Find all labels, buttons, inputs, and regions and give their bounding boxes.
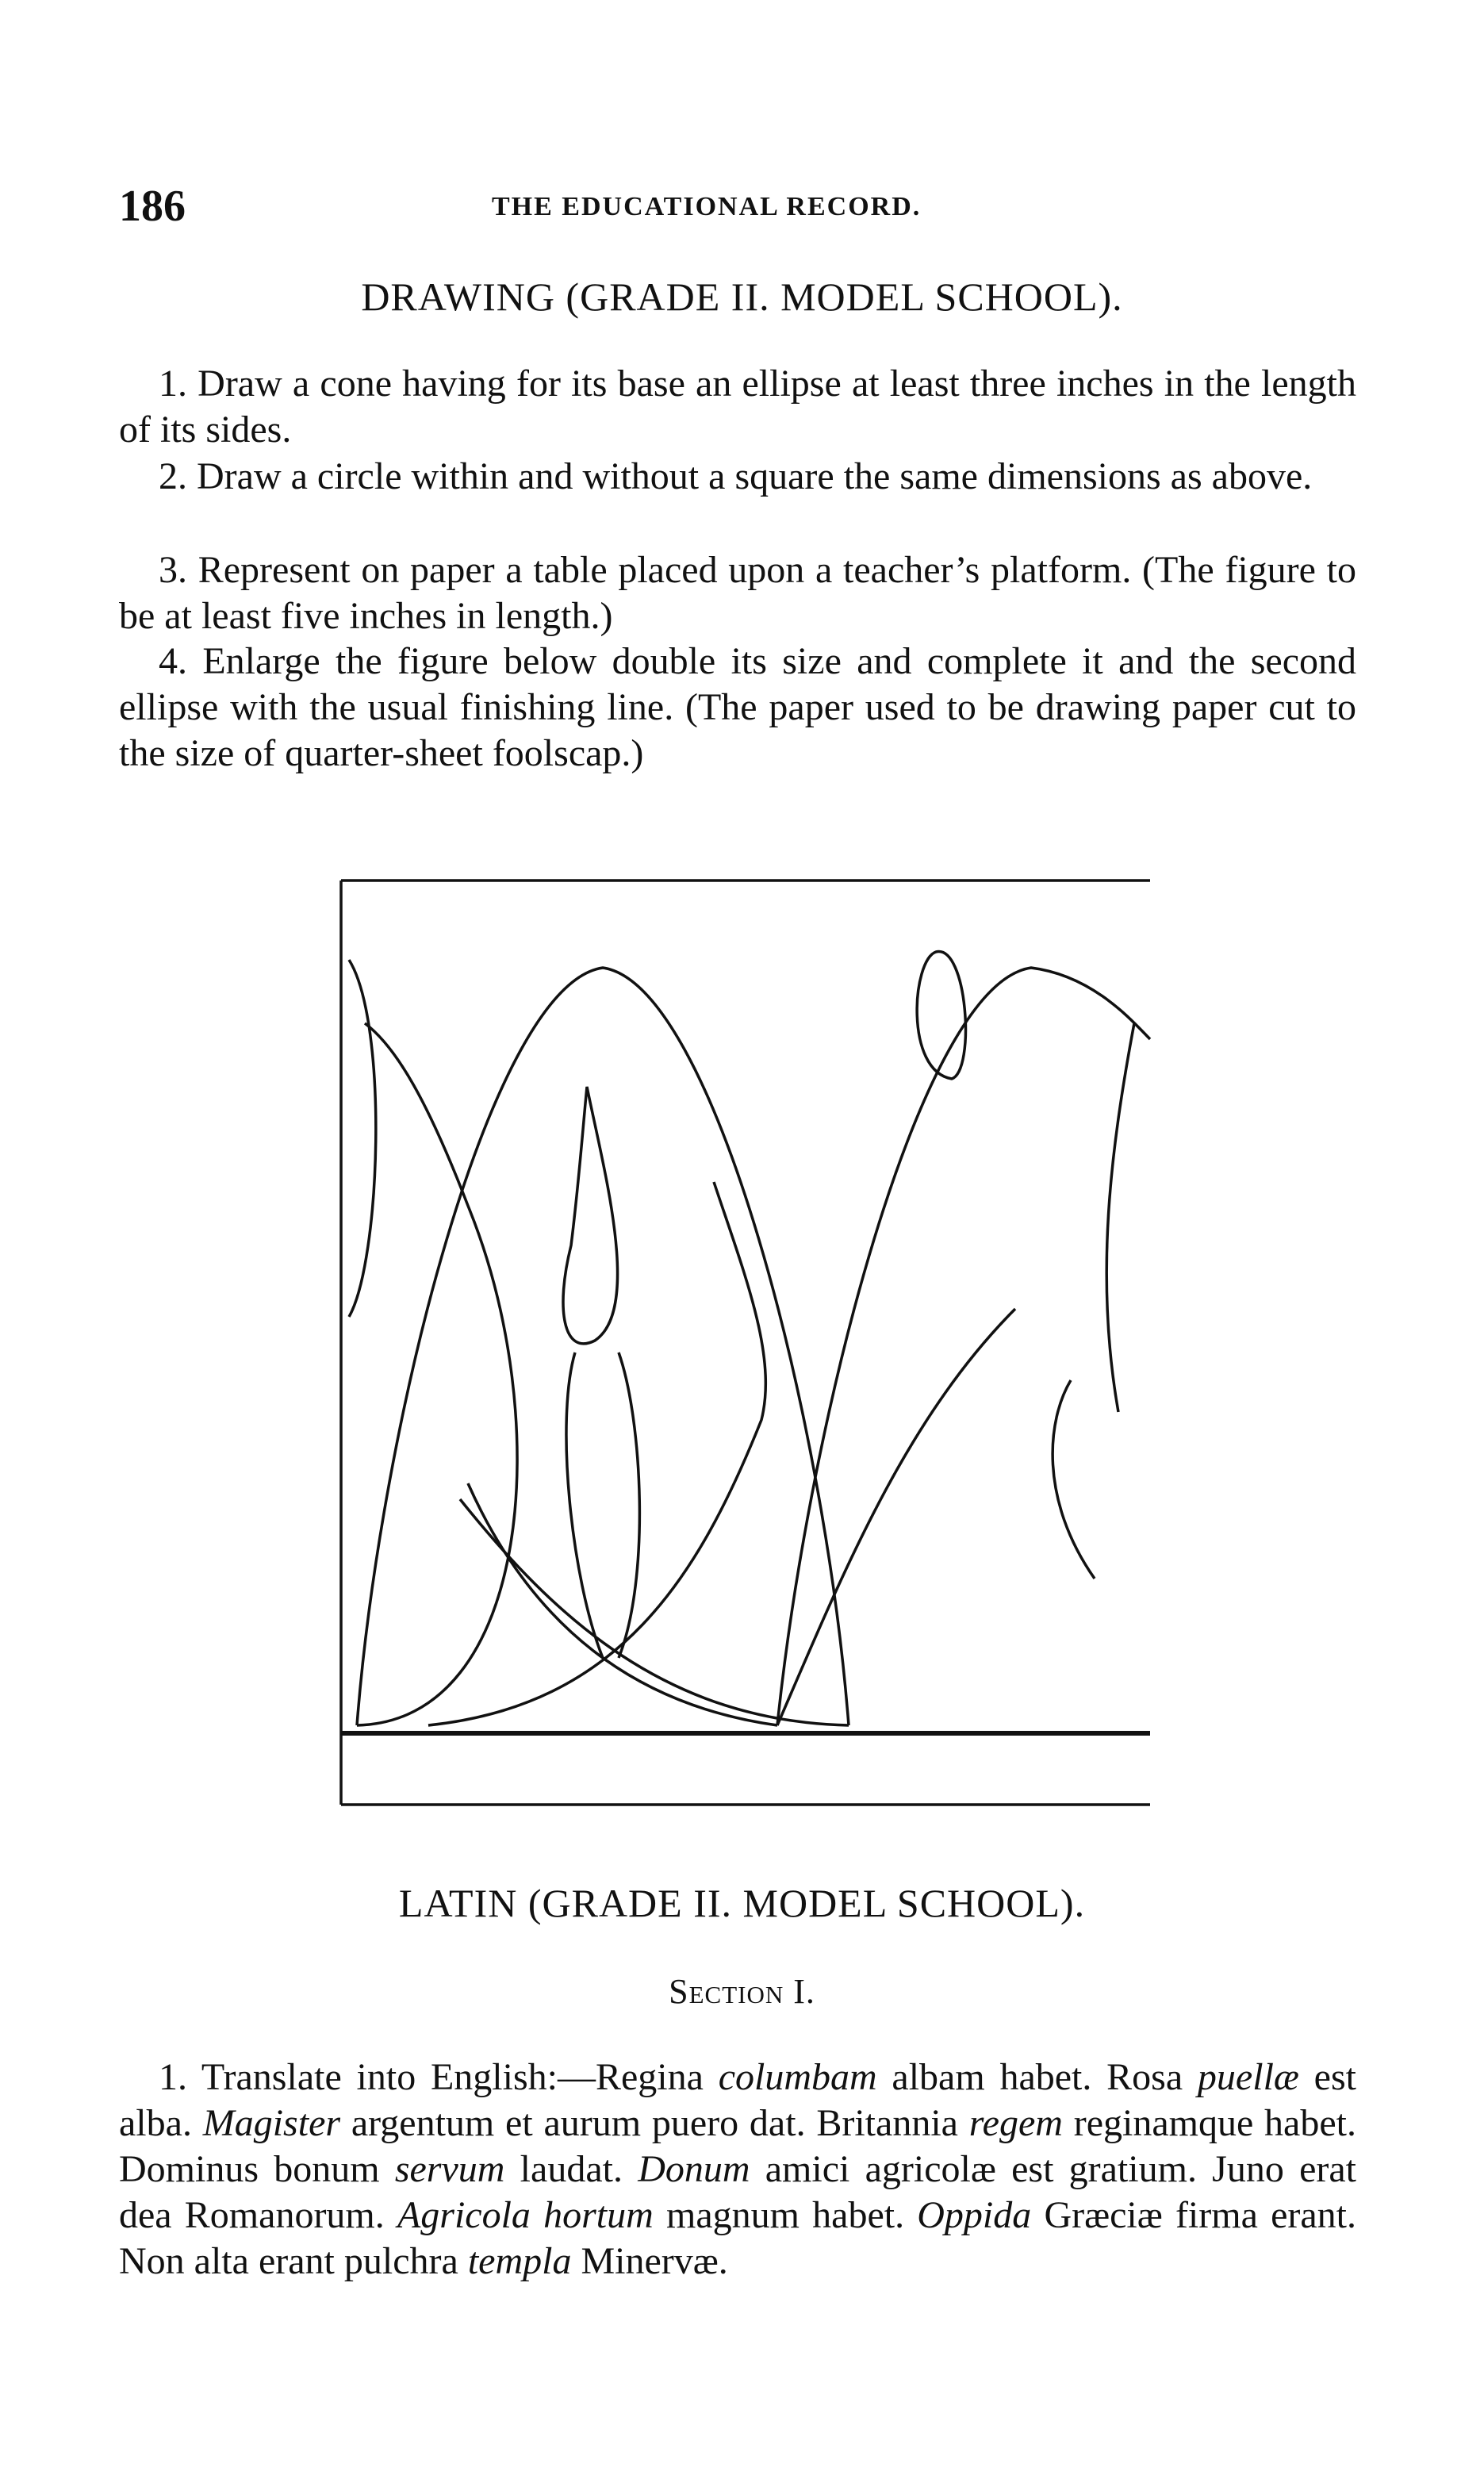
italic-word: servum <box>394 2148 505 2190</box>
drawing-question-3: 3. Represent on paper a table placed upon a teacher’s platform. (The figure to be at least five inches in length.) <box>119 549 1356 637</box>
drawing-question-1: 1. Draw a cone having for its base an ellipse at least three inches in the length of its sides. <box>119 363 1356 451</box>
drawing-question-2: 2. Draw a circle within and without a square the same dimensions as above. <box>159 455 1313 497</box>
italic-word: Donum <box>638 2148 750 2190</box>
italic-word: columbam <box>718 2056 877 2098</box>
latin-section-title: LATIN (GRADE II. MODEL SCHOOL). <box>398 1881 1086 1925</box>
text-run: laudat. <box>504 2148 638 2190</box>
running-title: THE EDUCATIONAL RECORD. <box>492 192 922 221</box>
drawing-question-4: 4. Enlarge the figure below double its size and complete it and the second ellipse with the usual finishing line. (The paper used to be drawing paper cut to the size of quarter-sheet foolscap.) <box>119 640 1356 774</box>
italic-word: Magister <box>202 2102 341 2144</box>
latin-section-subheading: Section I. <box>669 1972 815 2011</box>
italic-word: puellæ <box>1197 2056 1299 2098</box>
italic-word: templa <box>467 2240 572 2282</box>
text-run: albam habet. Rosa <box>876 2056 1198 2098</box>
lower-drop-a <box>566 1352 603 1658</box>
latin-question-1 <box>119 2055 1356 2285</box>
text-run: argentum et aurum puero dat. Britannia <box>340 2102 969 2144</box>
text-run: magnum habet. <box>653 2194 918 2236</box>
upper-drop <box>917 952 965 1079</box>
italic-word: regem <box>968 2102 1063 2144</box>
page-number: 186 <box>119 182 186 231</box>
lower-drop-b <box>619 1352 639 1658</box>
text-run: amici agricolæ est gratium. Juno erat dea Romanorum. <box>119 2148 1356 2236</box>
italic-word: Agricola hortum <box>397 2194 654 2236</box>
ornament-figure <box>333 865 1158 1817</box>
inner-arc-4 <box>777 1309 1015 1725</box>
page-header <box>119 181 1356 236</box>
large-arc-right <box>777 968 1150 1725</box>
center-drop <box>563 1087 618 1344</box>
lower-drop-c <box>1053 1380 1095 1579</box>
text-run: Minervæ. <box>571 2240 728 2282</box>
left-scroll <box>349 960 376 1317</box>
inner-arc-1 <box>357 1023 517 1725</box>
text-run: 1. Translate into English:—Regina <box>159 2056 719 2098</box>
text-run: Græciæ firma erant. Non alta erant pulchra <box>119 2194 1357 2282</box>
italic-word: Oppida <box>917 2194 1032 2236</box>
large-arc-left <box>357 968 849 1725</box>
drawing-section-title: DRAWING (GRADE II. MODEL SCHOOL). <box>361 274 1123 319</box>
text-run: est alba. <box>119 2056 1356 2144</box>
right-stroke <box>1106 1023 1134 1412</box>
text-run: reginamque habet. Dominus bonum <box>119 2102 1356 2190</box>
